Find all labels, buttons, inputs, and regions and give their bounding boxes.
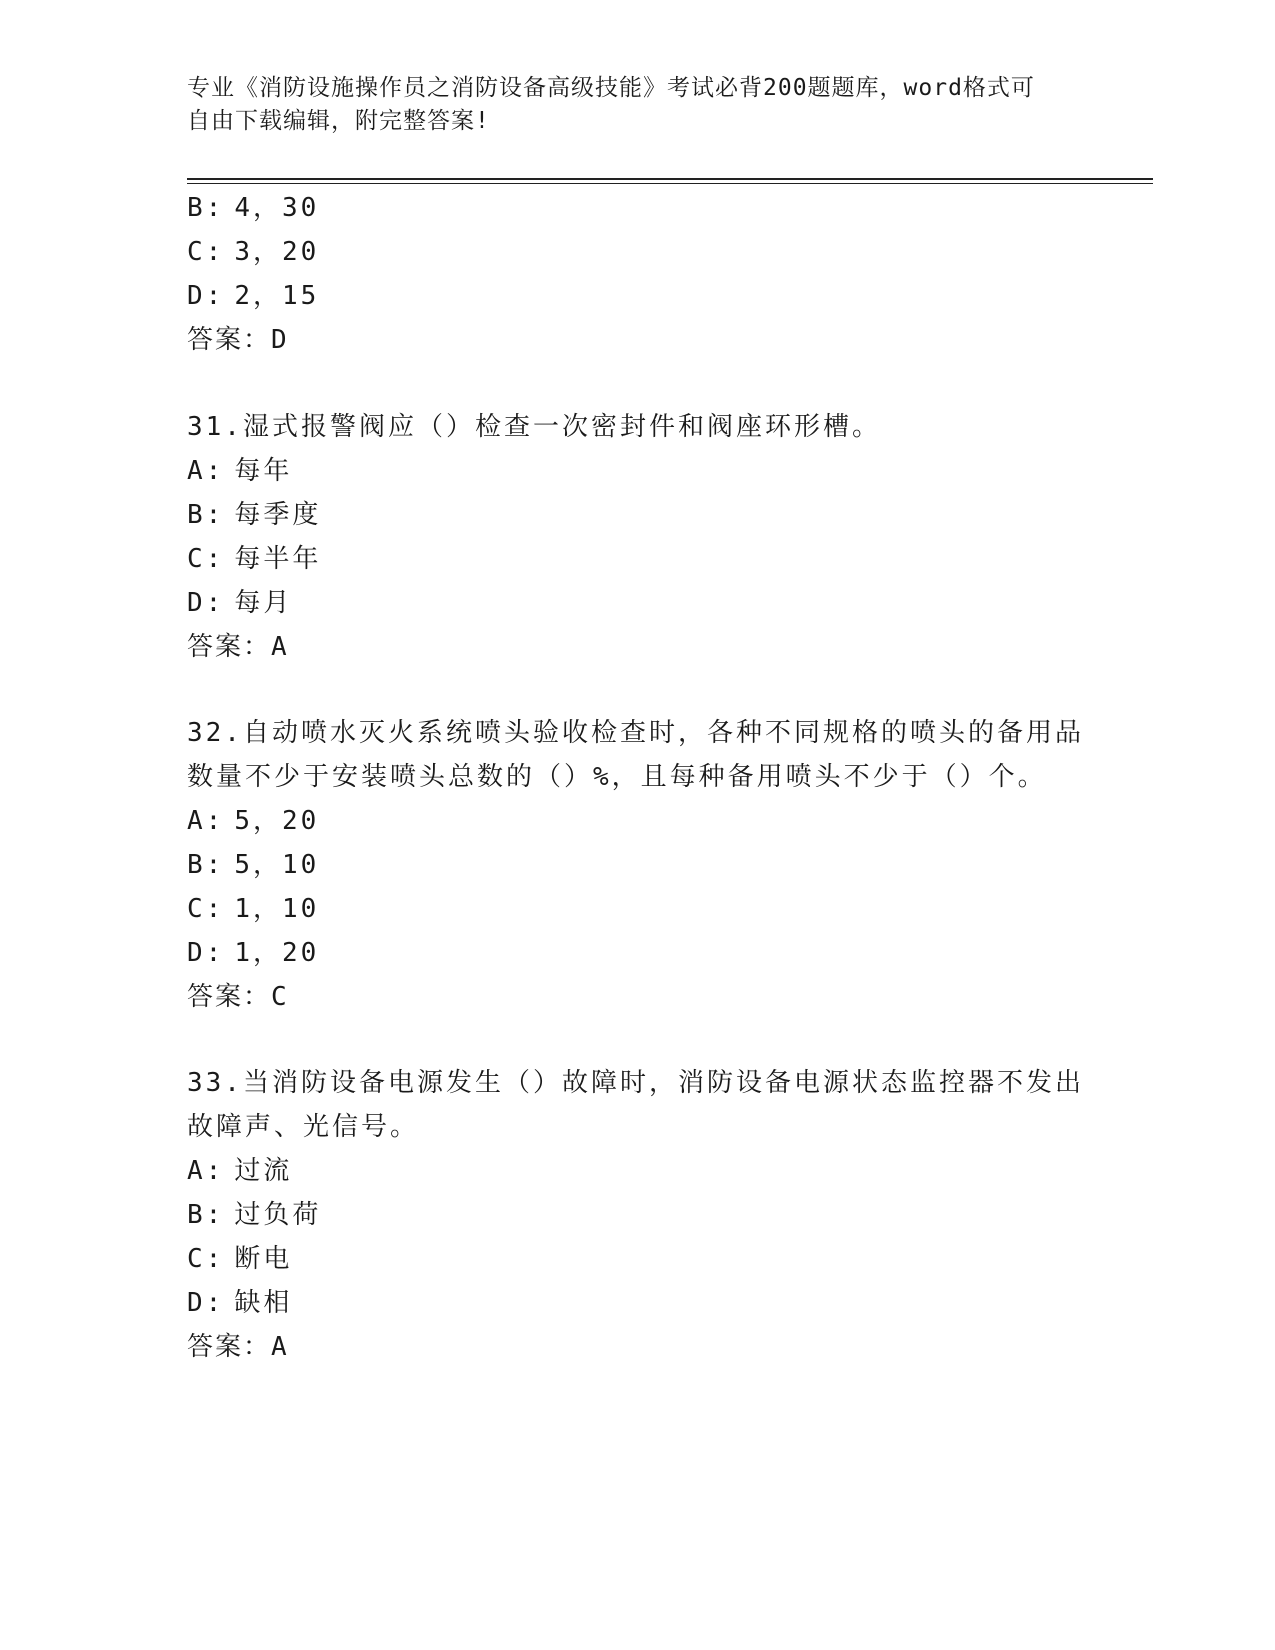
document-header — [187, 72, 1067, 138]
option-b: B: 过负荷 — [187, 1200, 322, 1230]
option-b: B: 4，30 — [187, 193, 320, 223]
answer-line: 答案：D — [187, 325, 289, 355]
option-d: D: 1，20 — [187, 938, 320, 968]
answer-line: 答案：A — [187, 632, 289, 662]
option-a: A: 过流 — [187, 1156, 293, 1186]
header-rule — [187, 178, 1153, 184]
option-c: C: 每半年 — [187, 544, 322, 574]
answer-line: 答案：A — [187, 1332, 289, 1362]
option-d: D: 2，15 — [187, 281, 320, 311]
header-line-2: 自由下载编辑，附完整答案! — [187, 108, 490, 134]
option-c: C: 3，20 — [187, 237, 320, 267]
option-c: C: 断电 — [187, 1244, 293, 1274]
answer-line: 答案：C — [187, 982, 289, 1012]
question-32-text-line-2: 数量不少于安装喷头总数的（）%，且每种备用喷头不少于（）个。 — [187, 762, 1047, 792]
option-b: B: 5，10 — [187, 850, 320, 880]
option-d: D: 每月 — [187, 588, 293, 618]
question-31-text: 31.湿式报警阀应（）检查一次密封件和阀座环形槽。 — [187, 412, 881, 442]
option-d: D: 缺相 — [187, 1288, 293, 1318]
option-a: A: 每年 — [187, 456, 293, 486]
question-33-text-line-2: 故障声、光信号。 — [187, 1112, 420, 1142]
option-b: B: 每季度 — [187, 500, 322, 530]
option-a: A: 5，20 — [187, 806, 320, 836]
question-33-text-line-1: 33.当消防设备电源发生（）故障时，消防设备电源状态监控器不发出 — [187, 1068, 1084, 1098]
option-c: C: 1，10 — [187, 894, 320, 924]
question-32-text-line-1: 32.自动喷水灭火系统喷头验收检查时，各种不同规格的喷头的备用品 — [187, 718, 1084, 748]
header-line-1: 专业《消防设施操作员之消防设备高级技能》考试必背200题题库，word格式可 — [187, 75, 1035, 101]
